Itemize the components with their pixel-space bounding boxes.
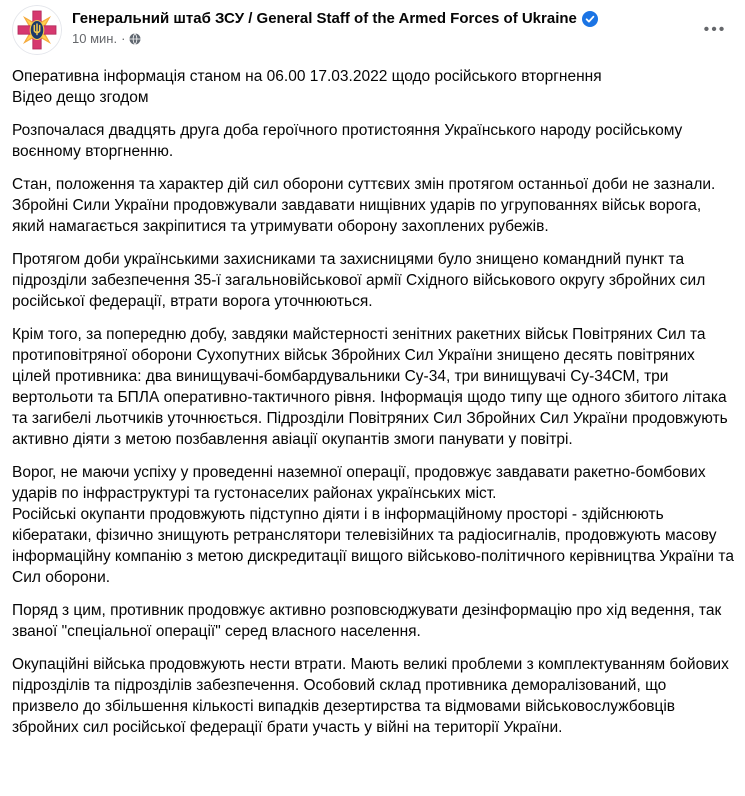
post-paragraph	[12, 66, 735, 108]
meta-separator: ·	[121, 31, 126, 46]
post-paragraph	[12, 462, 735, 588]
paragraph-line: Поряд з цим, противник продовжує активно розповсюджувати дезінформацію про хід ведення, так званої "спеціальної операції" серед власного населення.	[12, 602, 722, 640]
paragraph-line: Оперативна інформація станом на 06.00 17.03.2022 щодо російського вторгнення	[12, 68, 602, 85]
paragraph-line: Ворог, не маючи успіху у проведенні наземної операції, продовжує завдавати ракетно-бомбових ударів по інфраструктурі та густонаселих районах українських міст.	[12, 464, 706, 502]
post-paragraph	[12, 249, 735, 312]
paragraph-line: Окупаційні війська продовжують нести втрати. Мають великі проблеми з комплектуванням бойових підрозділів та підрозділів забезпечення. Особовий склад противника деморалізований, що призвело до збільшення кількості випадків дезертирства та відмовами військовослужбовців збройних сил російської федерації брати участь у війні на території України.	[12, 656, 729, 736]
page-avatar[interactable]	[12, 5, 62, 55]
general-staff-emblem-icon	[12, 5, 62, 55]
post-text	[0, 55, 745, 738]
post-options-button[interactable]: •••	[703, 21, 727, 38]
paragraph-line: Розпочалася двадцять друга доба героїчного протистояння Українського народу російському воєнному вторгненню.	[12, 122, 683, 160]
paragraph-line: Крім того, за попередню добу, завдяки майстерності зенітних ракетних військ Повітряних Сил та протиповітряної оборони Сухопутних військ Збройних Сил України знищено десять повітряних цілей противника: два винищувачі-бомбардувальники Су-34, три винищувачі Су-34СМ, три вертольоти та БПЛА оперативно-тактичного рівня. Інформація щодо типу ще одного збитого літака та загибелі льотчиків уточнюється. Підрозділи Повітряних Сил Збройних Сил України продовжують активно діяти з метою позбавлення авіації окупантів змоги панувати у повітрі.	[12, 326, 728, 448]
post-paragraph	[12, 600, 735, 642]
paragraph-line: Російські окупанти продовжують підступно діяти і в інформаційному просторі - здійснюють кібератаки, фізично знищують ретранслятори телевізійних та радіосигналів, продовжують масову інформаційну компанію з метою дискредитації вищого військово-політичного керівництва України та Сил оборони.	[12, 506, 734, 586]
timestamp-link[interactable]: 10 мин.	[72, 31, 118, 46]
post-paragraph	[12, 120, 735, 162]
post-paragraph	[12, 174, 735, 237]
post-meta	[72, 31, 598, 47]
header-text	[72, 5, 598, 47]
page-name-link[interactable]: Генеральний штаб ЗСУ / General Staff of the Armed Forces of Ukraine	[72, 10, 577, 27]
post-header	[0, 0, 745, 55]
paragraph-line: Протягом доби українськими захисниками та захисницями було знищено командний пункт та підрозділи забезпечення 35-ї загальновійськової армії Східного військового округу збройних сил російської федерації, втрати ворога уточнюються.	[12, 251, 706, 310]
post-paragraph	[12, 324, 735, 450]
post-paragraph	[12, 654, 735, 738]
verified-badge-icon	[582, 11, 598, 27]
privacy-globe-icon	[129, 33, 141, 45]
paragraph-line: Стан, положення та характер дій сил оборони суттєвих змін протягом останньої доби не зазнали. Збройні Сили України продовжували завдавати нищівних ударів по угрупованнях військ ворога, який намагається закріпитися та утримувати оборону захоплених рубежів.	[12, 176, 716, 235]
paragraph-line: Відео дещо згодом	[12, 89, 149, 106]
